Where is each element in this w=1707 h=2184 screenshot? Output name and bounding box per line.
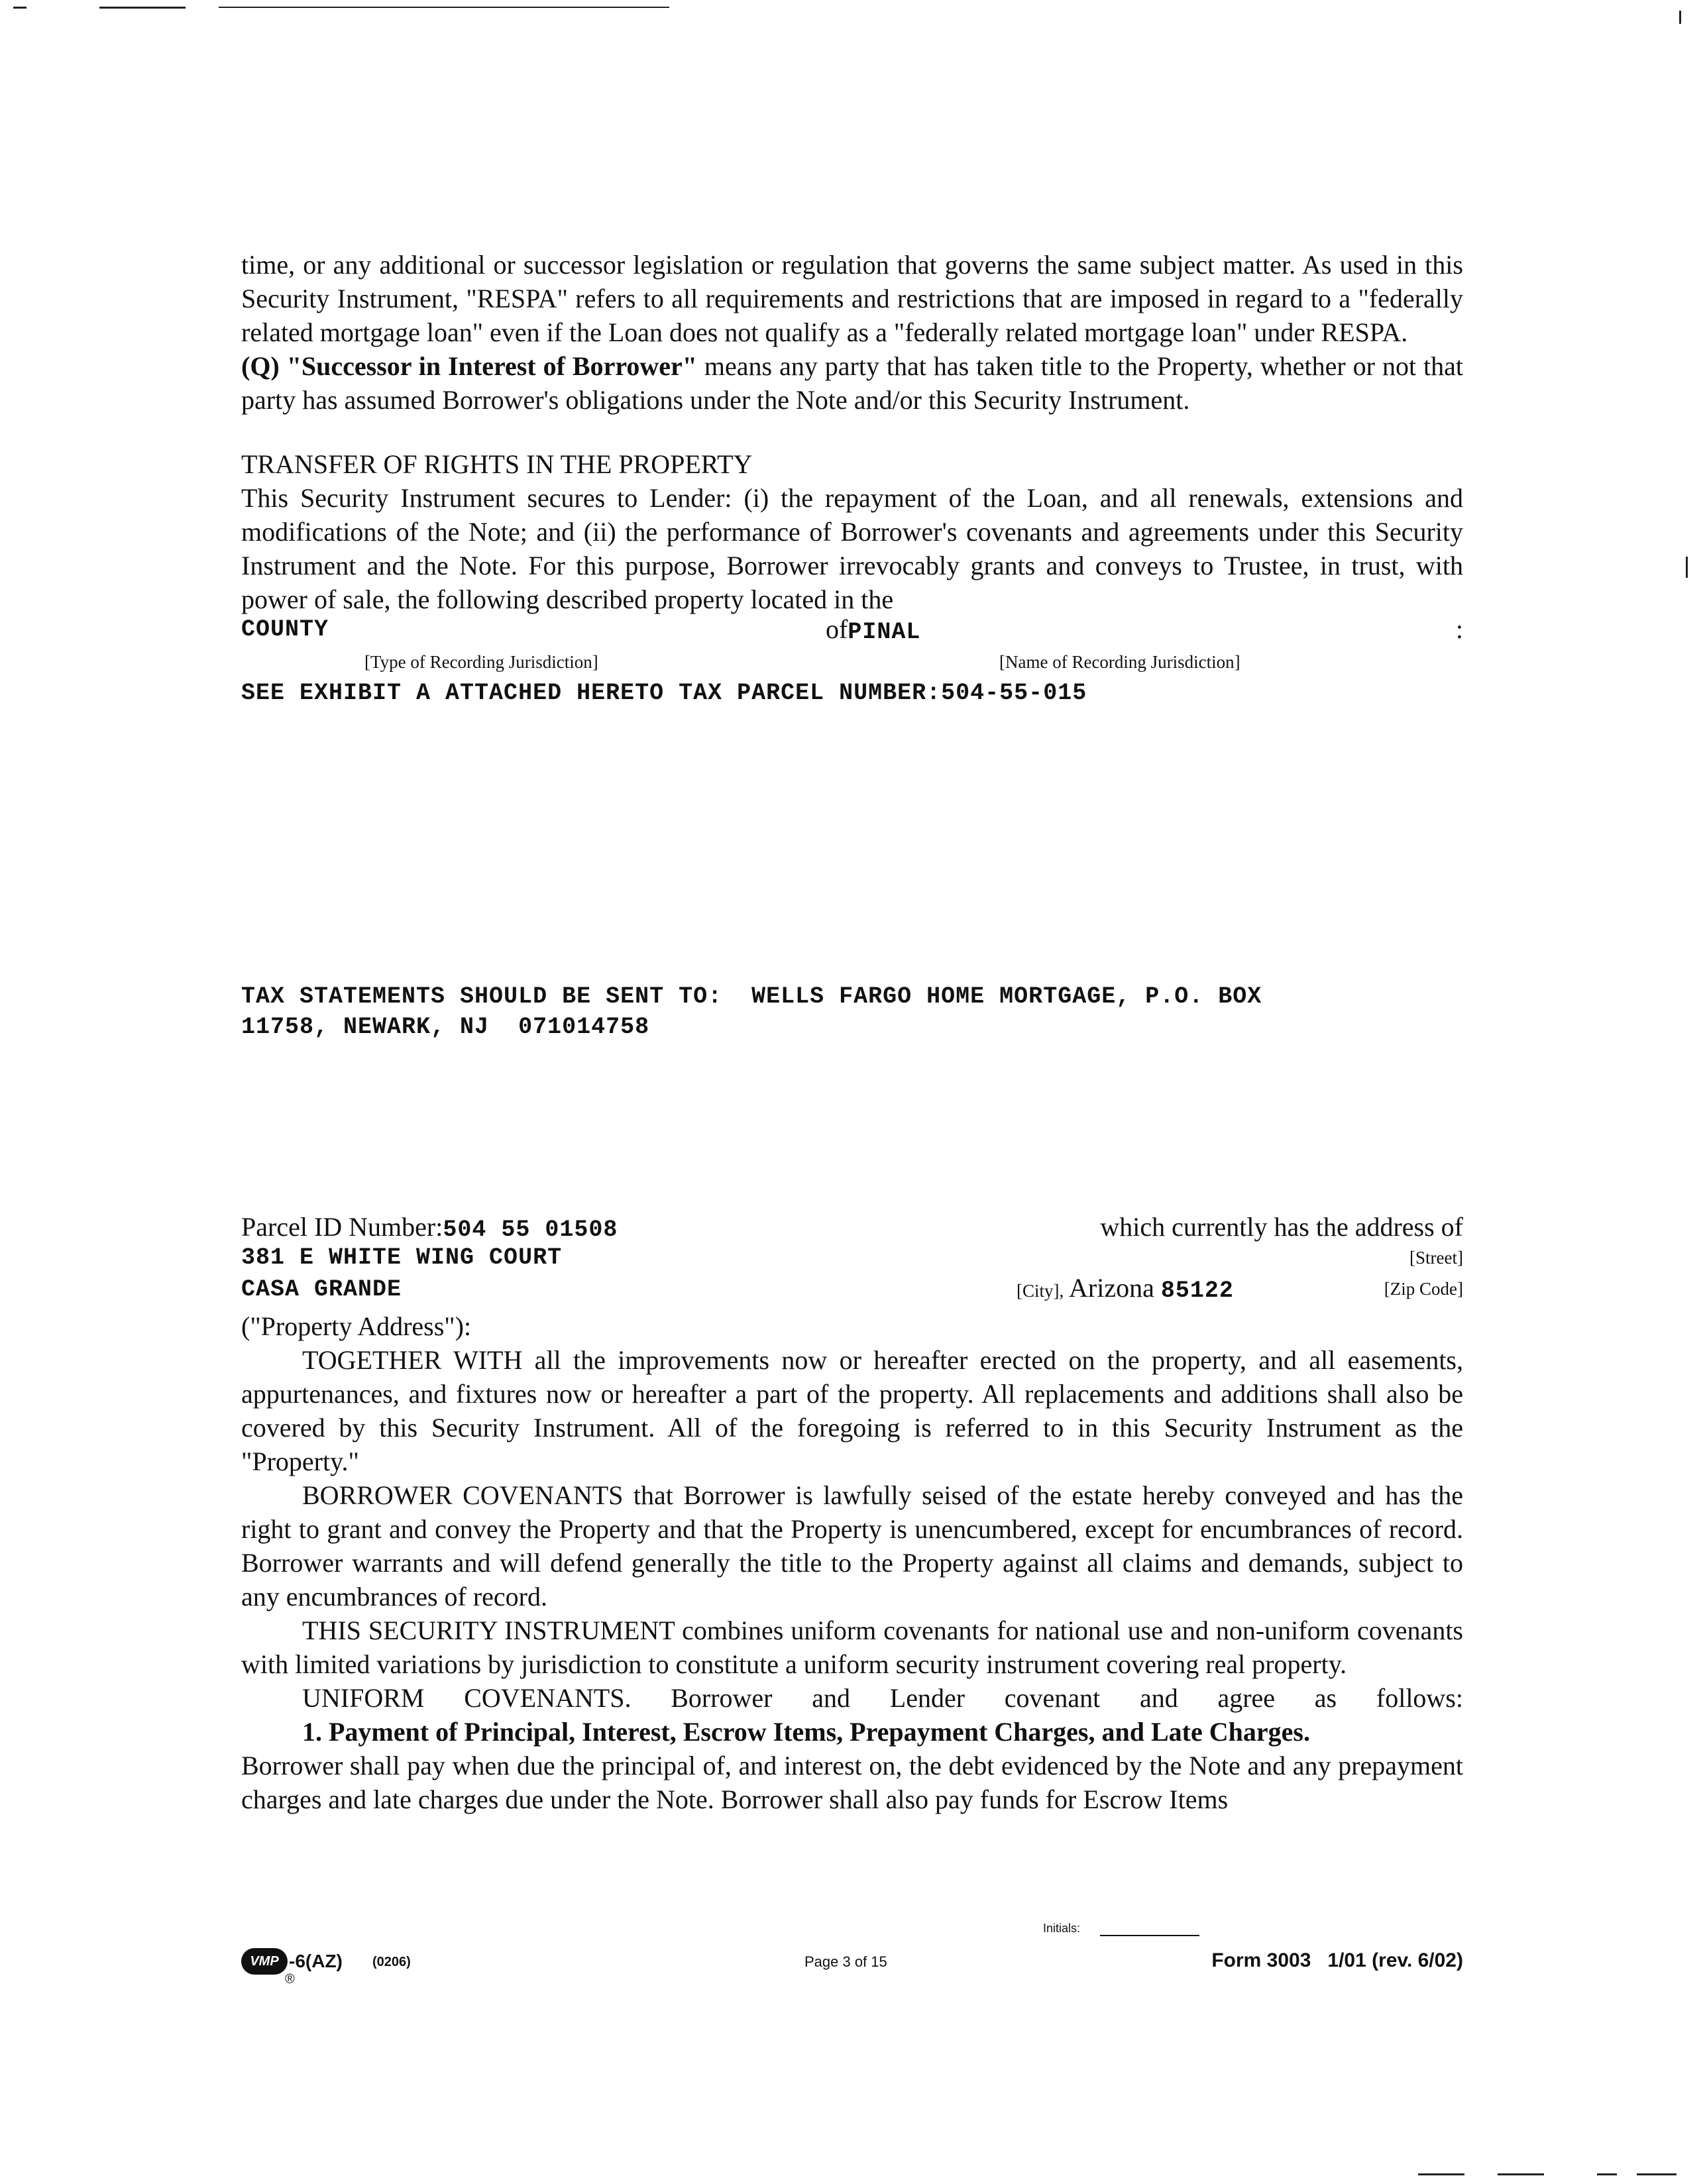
- document-body: [241, 248, 1463, 1816]
- parcel-label: Parcel ID Number:: [241, 1212, 443, 1242]
- street-value: 381 E WHITE WING COURT: [241, 1244, 563, 1271]
- city-value: CASA GRANDE: [241, 1276, 402, 1303]
- form-code: -6(AZ): [289, 1951, 343, 1971]
- successor-paragraph: [241, 349, 1463, 417]
- jurisdiction-row: [241, 616, 1463, 649]
- street-row: [241, 1244, 1463, 1271]
- scan-artifact-line: [1637, 2173, 1677, 2175]
- form-number: Form 3003 1/01 (rev. 6/02): [1211, 1949, 1463, 1971]
- scan-artifact-line: [1498, 2173, 1544, 2175]
- vmp-logo-text: VMP: [250, 1954, 279, 1969]
- respa-paragraph: time, or any additional or successor legislation or regulation that governs the same subject matter. As used in this Security Instrument, "RESPA" refers to all requirements and restrictions that are imposed in regard to a "federally related mortgage loan" even if the Loan does not qualify as a "federally related mortgage loan" under RESPA.: [241, 250, 1463, 347]
- successor-definition: means any party that has taken title to the Property, whether or not that party has assumed Borrower's obligations under the Note and/or this Security Instrument.: [241, 351, 1463, 415]
- scan-artifact-line: [1686, 557, 1688, 578]
- of-label: of: [826, 614, 848, 644]
- city-state-zip: [1017, 1272, 1234, 1304]
- scan-artifact-line: [13, 7, 27, 9]
- state-value: Arizona: [1069, 1273, 1154, 1303]
- scan-artifact-line: [99, 7, 186, 9]
- page-number: Page 3 of 15: [804, 1953, 887, 1970]
- jurisdiction-of: [826, 614, 920, 645]
- property-address-label: ("Property Address"):: [241, 1311, 472, 1341]
- city-caption: [City],: [1017, 1281, 1064, 1301]
- scan-artifact-line: [1597, 2173, 1617, 2175]
- type-caption: [Type of Recording Jurisdiction]: [364, 652, 598, 672]
- vmp-logo: [241, 1948, 288, 1975]
- transfer-heading: TRANSFER OF RIGHTS IN THE PROPERTY: [241, 449, 753, 479]
- zip-caption: [Zip Code]: [1384, 1279, 1463, 1299]
- borrower-covenants-paragraph: BORROWER COVENANTS that Borrower is lawfully seised of the estate hereby conveyed and has the right to grant and convey the Property and that the Property is unencumbered, except for encumbrances of record. Borrower warrants and will defend generally the title to the Property against all claims and demands, subject to any encumbrances of record.: [241, 1480, 1463, 1611]
- jurisdiction-type: COUNTY: [241, 616, 329, 643]
- uniform-covenants-line: UNIFORM COVENANTS. Borrower and Lender covenant and agree as follows:: [302, 1683, 1463, 1713]
- scan-artifact-line: [1679, 11, 1681, 24]
- zip-value: 85122: [1160, 1278, 1234, 1304]
- section-1-title: 1. Payment of Principal, Interest, Escrow Items, Prepayment Charges, and Late Charges.: [302, 1717, 1310, 1747]
- address-of-label: which currently has the address of: [1100, 1212, 1463, 1242]
- name-caption: [Name of Recording Jurisdiction]: [999, 652, 1240, 672]
- tax-statements-line-2: 11758, NEWARK, NJ 071014758: [241, 1014, 650, 1040]
- jurisdiction-colon: :: [1455, 614, 1463, 644]
- parcel-number: 504 55 01508: [443, 1217, 618, 1243]
- parcel-row: [241, 1211, 1463, 1243]
- street-caption: [Street]: [1409, 1248, 1463, 1268]
- initials-line: [1100, 1935, 1199, 1936]
- page-footer: [241, 1922, 1463, 1987]
- registered-mark: ®: [285, 1972, 295, 1987]
- initials-label: Initials:: [1043, 1922, 1081, 1935]
- scan-artifact-line: [219, 7, 669, 8]
- together-paragraph: TOGETHER WITH all the improvements now or hereafter erected on the property, and all easements, appurtenances, and fixtures now or hereafter a part of the property. All replacements and additions shall also be covered by this Security Instrument. All of the foregoing is referred to in this Security Instrument as the "Property.": [241, 1345, 1463, 1476]
- transfer-paragraph: This Security Instrument secures to Lender: (i) the repayment of the Loan, and all renewals, extensions and modifications of the Note; and (ii) the performance of Borrower's covenants and agreements under this Security Instrument and the Note. For this purpose, Borrower irrevocably grants and conveys to Trustee, in trust, with power of sale, the following described property located in the: [241, 483, 1463, 614]
- section-1-text: Borrower shall pay when due the principal of, and interest on, the debt evidenced by the Note and any prepayment charges and late charges due under the Note. Borrower shall also pay funds for Escrow Items: [241, 1751, 1463, 1814]
- successor-term: (Q) "Successor in Interest of Borrower": [241, 351, 697, 381]
- this-security-paragraph: THIS SECURITY INSTRUMENT combines uniform covenants for national use and non-uniform covenants with limited variations by jurisdiction to constitute a uniform security instrument covering real property.: [241, 1615, 1463, 1679]
- scan-artifact-line: [1418, 2173, 1464, 2175]
- jurisdiction-captions: [241, 649, 1463, 680]
- parcel-id: [241, 1211, 618, 1243]
- city-row: [241, 1272, 1463, 1309]
- tax-statements-line-1: TAX STATEMENTS SHOULD BE SENT TO: WELLS FARGO HOME MORTGAGE, P.O. BOX: [241, 983, 1262, 1010]
- form-date: (0206): [372, 1955, 411, 1969]
- jurisdiction-name: PINAL: [848, 619, 921, 645]
- exhibit-line: SEE EXHIBIT A ATTACHED HERETO TAX PARCEL NUMBER:504-55-015: [241, 680, 1087, 706]
